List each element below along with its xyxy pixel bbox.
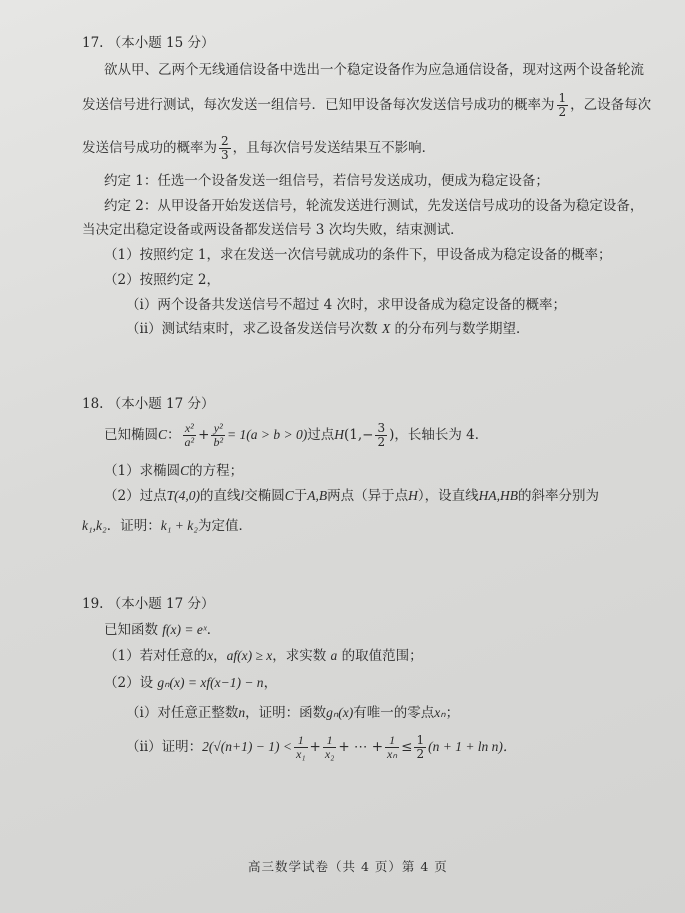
point-fraction: $\frac{3}{2}$	[377, 421, 386, 449]
q17-rule1: 约定 1：任选一个设备发送一组信号，若信号发送成功，便成为稳定设备；	[104, 173, 549, 189]
ellipse-x-term: $\frac{\text{x²}}{\text{a²}}$	[184, 421, 195, 449]
q17-sub2-i: （i）两个设备共发送信号不超过 4 次时，求甲设备成为稳定设备的概率；	[126, 297, 566, 313]
term-1-over-x2: $\frac{1}{\text{x₂}}$	[324, 733, 335, 761]
q18-sub1: （1）求椭圆C的方程；	[104, 463, 244, 479]
q18-sub2: （2）过点T(4,0)的直线l交椭圆C于A,B两点（异于点H），设直线HA,HB的斜率分别为	[104, 488, 599, 504]
half-fraction: $\frac{1}{2}$	[416, 733, 425, 761]
q17-line2: 发送信号进行测试，每次发送一组信号．已知甲设备每次发送信号成功的概率为 $\frac{1}{2}$ ，乙设备每次	[82, 91, 652, 119]
q17-rule2: 约定 2：从甲设备开始发送信号，轮流发送进行测试，先发送信号成功的设备为稳定设备，	[104, 198, 644, 214]
q19-sub2-ii: （ii）证明：2(√(n+1) − 1) < $\frac{1}{\text{x₁}}$ + $\frac{1}{\text{x₂}}$ + ⋯ + $\frac{1}{\text{xₙ}}$ ≤ $\frac{1}{2}$ (n + 1 + ln n)．	[126, 733, 517, 761]
q17-sub2-ii: （ii）测试结束时，求乙设备发送信号次数 X 的分布列与数学期望．	[126, 321, 530, 337]
q19-sub2: （2）设 gₙ(x) = xf(x−1) − n，	[104, 675, 278, 691]
q17-rule2-cont: 当决定出稳定设备或两设备都发送信号 3 次均失败，结束测试．	[82, 222, 464, 238]
term-1-over-x1: $\frac{1}{\text{x₁}}$	[296, 733, 306, 761]
q17-header: 17. （本小题 15 分）	[82, 35, 215, 51]
term-1-over-xn: $\frac{1}{\text{xₙ}}$	[387, 733, 398, 761]
q19-sub1: （1）若对任意的x，af(x) ≥ x，求实数 a 的取值范围；	[104, 648, 423, 664]
q17-line1: 欲从甲、乙两个无线通信设备中选出一个稳定设备作为应急通信设备，现对这两个设备轮流	[104, 62, 644, 78]
q19-header: 19. （本小题 17 分）	[82, 596, 215, 612]
q17-sub2: （2）按照约定 2，	[104, 272, 220, 288]
q18-line1: 已知椭圆C： $\frac{\text{x²}}{\text{a²}}$ + $\frac{\text{y²}}{\text{b²}}$ = 1(a > b > 0)过点H(1,− $\frac{3}{2}$ )，长轴长为 4．	[104, 421, 489, 449]
page-footer: 高三数学试卷（共 4 页）第 4 页	[248, 859, 448, 874]
q17-sub1: （1）按照约定 1，求在发送一次信号就成功的条件下，甲设备成为稳定设备的概率；	[104, 247, 612, 263]
q18-sub2-cont: k₁,k₂．证明：k₁ + k₂为定值．	[82, 518, 252, 534]
ellipse-y-term: $\frac{\text{y²}}{\text{b²}}$	[213, 421, 224, 449]
q18-header: 18. （本小题 17 分）	[82, 396, 215, 412]
prob-fraction-a: $\frac{1}{2}$	[558, 91, 567, 119]
q17-line3: 发送信号成功的概率为 $\frac{2}{3}$ ，且每次信号发送结果互不影响．	[82, 134, 436, 162]
q19-sub2-i: （i）对任意正整数n，证明：函数gₙ(x)有唯一的零点xₙ；	[126, 705, 460, 721]
prob-fraction-b: $\frac{2}{3}$	[221, 134, 229, 162]
q19-line1: 已知函数 f(x) = eˣ．	[104, 622, 221, 638]
